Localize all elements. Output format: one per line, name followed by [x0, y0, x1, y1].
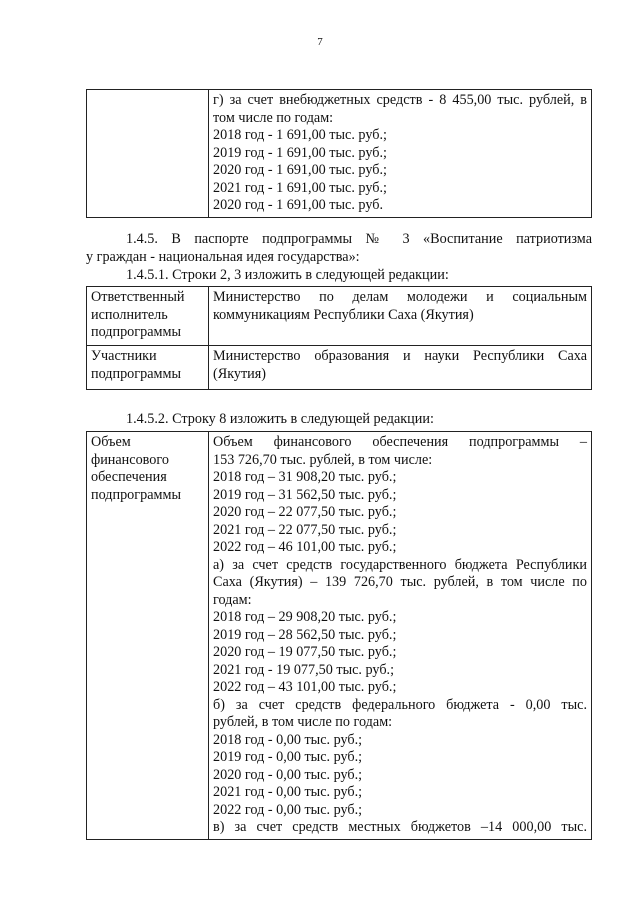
page-number: 7: [317, 36, 323, 48]
text-line: 2020 год – 22 077,50 тыс. руб.;: [213, 504, 397, 520]
text-line: 2022 год – 43 101,00 тыс. руб.;: [213, 679, 397, 695]
paragraph-1-4-5: [86, 231, 592, 249]
table-content-cell: [209, 432, 592, 840]
label-line: Объем: [91, 434, 131, 450]
text-line: 2019 год – 31 562,50 тыс. руб.;: [213, 486, 397, 503]
paragraph-1-4-5-2: 1.4.5.2. Строку 8 изложить в следующей редакции:: [126, 411, 434, 427]
text-line: годам:: [213, 591, 252, 608]
text-line: Саха (Якутия) – 139 726,70 тыс. рублей, в том числе по: [213, 574, 587, 590]
label-line: финансового: [91, 451, 169, 468]
text-line: 2018 год – 29 908,20 тыс. руб.;: [213, 609, 397, 625]
text-line: 2022 год – 46 101,00 тыс. руб.;: [213, 539, 397, 555]
table-extrabudget-funding: [86, 89, 592, 218]
text-line: 2019 год – 28 562,50 тыс. руб.;: [213, 626, 397, 643]
text-line: рублей, в том числе по годам:: [213, 714, 393, 730]
table-row: [87, 346, 592, 390]
text-line: 2018 год – 31 908,20 тыс. руб.;: [213, 469, 397, 485]
text-line: 153 726,70 тыс. рублей, в том числе:: [213, 451, 433, 468]
text-line: 2020 год - 1 691,00 тыс. руб.;: [213, 162, 387, 178]
table-row: [87, 90, 592, 218]
text-line: том числе по годам:: [213, 109, 334, 126]
text-line: 2020 год – 19 077,50 тыс. руб.;: [213, 644, 397, 660]
label-line: подпрограммы: [91, 324, 181, 340]
text-line: 2022 год - 0,00 тыс. руб.;: [213, 801, 363, 818]
text-line: 2019 год - 1 691,00 тыс. руб.;: [213, 144, 387, 161]
text-line: Министерство по делам молодежи и социальным: [213, 289, 587, 305]
text-line: 2021 год – 22 077,50 тыс. руб.;: [213, 521, 397, 538]
table-label-cell: [87, 346, 209, 390]
table-label-cell: [87, 432, 209, 840]
text-line: Объем финансового обеспечения подпрограммы –: [213, 434, 587, 450]
table-funding-volume: [86, 431, 592, 840]
label-line: Ответственный: [91, 289, 185, 305]
label-line: Участники: [91, 348, 157, 364]
text-line: 2019 год - 0,00 тыс. руб.;: [213, 749, 363, 765]
table-row: [87, 287, 592, 346]
label-line: подпрограммы: [91, 365, 181, 382]
text-line: 2020 год - 0,00 тыс. руб.;: [213, 766, 363, 783]
text-line: 2021 год - 1 691,00 тыс. руб.;: [213, 179, 387, 196]
label-line: подпрограммы: [91, 486, 181, 503]
text-line: в) за счет средств местных бюджетов –14 000,00 тыс.: [213, 819, 587, 835]
table-content-cell: [209, 287, 592, 346]
table-label-cell: [87, 287, 209, 346]
text-line: коммуникациям Республики Саха (Якутия): [213, 306, 474, 323]
label-line: исполнитель: [91, 306, 168, 323]
text-line: г) за счет внебюджетных средств - 8 455,00 тыс. рублей, в: [213, 92, 587, 108]
table-content-cell: [209, 346, 592, 390]
text-line: а) за счет средств государственного бюджета Республики: [213, 556, 587, 573]
text-line: 2021 год - 19 077,50 тыс. руб.;: [213, 661, 395, 678]
table-label-cell-empty: [87, 90, 209, 218]
table-content-cell: [209, 90, 592, 218]
text-line: Министерство образования и науки Республики Саха: [213, 348, 587, 364]
text-line: 2018 год - 1 691,00 тыс. руб.;: [213, 127, 387, 143]
table-row: [87, 432, 592, 840]
text-line: б) за счет средств федерального бюджета - 0,00 тыс.: [213, 696, 587, 713]
text-line: 2018 год - 0,00 тыс. руб.;: [213, 731, 363, 748]
label-line: обеспечения: [91, 469, 167, 485]
text-line: 2020 год - 1 691,00 тыс. руб.: [213, 197, 384, 213]
paragraph-1-4-5-1: 1.4.5.1. Строки 2, 3 изложить в следующей редакции:: [126, 267, 449, 283]
table-responsible-executors: [86, 286, 592, 390]
text-line: 2021 год - 0,00 тыс. руб.;: [213, 784, 363, 800]
text-line: у граждан - национальная идея государства»:: [86, 249, 360, 265]
text-line: (Якутия): [213, 365, 267, 382]
text-line: 1.4.5. В паспорте подпрограммы № 3 «Воспитание патриотизма: [126, 231, 592, 247]
paragraph-1-4-5-continued: [86, 249, 592, 267]
